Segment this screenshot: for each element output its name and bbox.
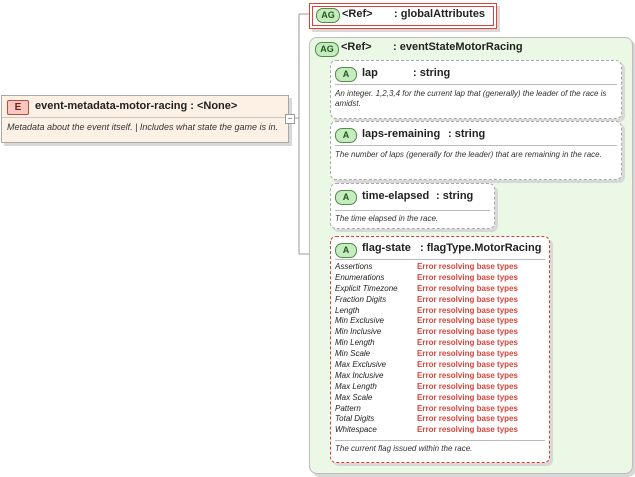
attribute-documentation: The number of laps (generally for the leader) that are remaining in the race. (335, 150, 602, 159)
attribute-name: laps-remaining (362, 128, 441, 140)
attribute-separator (335, 84, 617, 85)
facet-name: Max Scale (335, 392, 373, 402)
facet-name: Fraction Digits (335, 294, 387, 304)
facet-row (335, 425, 518, 436)
facet-name: Min Exclusive (335, 316, 384, 326)
attribute-name: flag-state (362, 242, 411, 254)
element-documentation: Metadata about the event itself. | Includes what state the game is in. (7, 122, 278, 132)
facet-value: Error resolving base types (417, 338, 518, 348)
attribute-documentation: The current flag issued within the race. (335, 444, 473, 453)
facet-value: Error resolving base types (417, 327, 518, 337)
facet-row (335, 382, 518, 393)
attribute-separator (335, 210, 490, 211)
attribute-group-name: : eventStateMotorRacing (393, 41, 523, 53)
attribute-time-elapsed[interactable] (330, 183, 495, 229)
attribute-badge: A (335, 243, 357, 258)
facet-name: Min Scale (335, 349, 371, 359)
facet-row (335, 327, 518, 338)
facet-name: Max Exclusive (335, 360, 387, 370)
facet-value: Error resolving base types (417, 392, 518, 402)
facet-name: Pattern (335, 403, 361, 413)
attribute-type: : string (436, 190, 474, 202)
attribute-badge: A (335, 190, 357, 205)
attribute-lap[interactable] (330, 60, 622, 119)
attribute-separator (335, 259, 545, 260)
facet-name: Length (335, 305, 360, 315)
attribute-group-badge: AG (316, 8, 340, 23)
facet-name: Explicit Timezone (335, 283, 398, 293)
facet-name: Max Length (335, 381, 377, 391)
attribute-group-global-attributes[interactable] (309, 3, 497, 29)
facet-value: Error resolving base types (417, 381, 518, 391)
facet-value: Error resolving base types (417, 349, 518, 359)
element-badge: E (7, 100, 29, 115)
facet-value: Error resolving base types (417, 403, 518, 413)
attribute-group-badge: AG (315, 42, 339, 57)
facet-row (335, 316, 518, 327)
facet-table (335, 262, 518, 436)
attribute-badge: A (335, 128, 357, 143)
attribute-group-ref: <Ref> (342, 8, 373, 20)
attribute-group-ref: <Ref> (341, 41, 372, 53)
facet-row (335, 371, 518, 382)
element-title: event-metadata-motor-racing : <None> (35, 100, 238, 112)
attribute-type: : string (448, 128, 486, 140)
facet-value: Error resolving base types (417, 294, 518, 304)
facet-name: Min Inclusive (335, 327, 382, 337)
facet-name: Assertions (335, 262, 373, 271)
facet-value: Error resolving base types (417, 414, 518, 424)
facet-row (335, 393, 518, 404)
attribute-group-name: : globalAttributes (394, 8, 486, 20)
facet-value: Error resolving base types (417, 262, 518, 271)
facet-row (335, 306, 518, 317)
facet-row (335, 295, 518, 306)
attribute-name: lap (362, 67, 378, 79)
facet-value: Error resolving base types (417, 316, 518, 326)
facet-name: Min Length (335, 338, 375, 348)
attribute-badge: A (335, 67, 357, 82)
attribute-laps-remaining[interactable] (330, 121, 622, 180)
attribute-type: : string (413, 67, 451, 79)
facet-value: Error resolving base types (417, 305, 518, 315)
facet-name: Whitespace (335, 425, 377, 435)
attribute-separator (335, 440, 545, 441)
facet-value: Error resolving base types (417, 283, 518, 293)
facet-row (335, 404, 518, 415)
facet-value: Error resolving base types (417, 425, 518, 435)
facet-name: Max Inclusive (335, 370, 384, 380)
attribute-flag-state[interactable] (330, 236, 550, 463)
facet-row (335, 414, 518, 425)
facet-name: Enumerations (335, 272, 385, 282)
attribute-separator (335, 145, 617, 146)
attribute-type: : flagType.MotorRacing (420, 242, 542, 254)
facet-row (335, 273, 518, 284)
facet-name: Total Digits (335, 414, 375, 424)
facet-value: Error resolving base types (417, 272, 518, 282)
element-header (2, 96, 288, 118)
facet-row (335, 360, 518, 371)
attribute-name: time-elapsed (362, 190, 430, 202)
facet-row (335, 262, 518, 273)
facet-value: Error resolving base types (417, 370, 518, 380)
facet-value: Error resolving base types (417, 360, 518, 370)
attribute-documentation: The time elapsed in the race. (335, 214, 439, 223)
facet-row (335, 284, 518, 295)
facet-row (335, 349, 518, 360)
collapse-icon[interactable]: − (285, 114, 295, 124)
facet-row (335, 338, 518, 349)
element-box[interactable] (1, 95, 289, 143)
attribute-documentation: An integer. 1,2,3,4 for the current lap that (generally) the leader of the race is amidst. (335, 89, 607, 108)
